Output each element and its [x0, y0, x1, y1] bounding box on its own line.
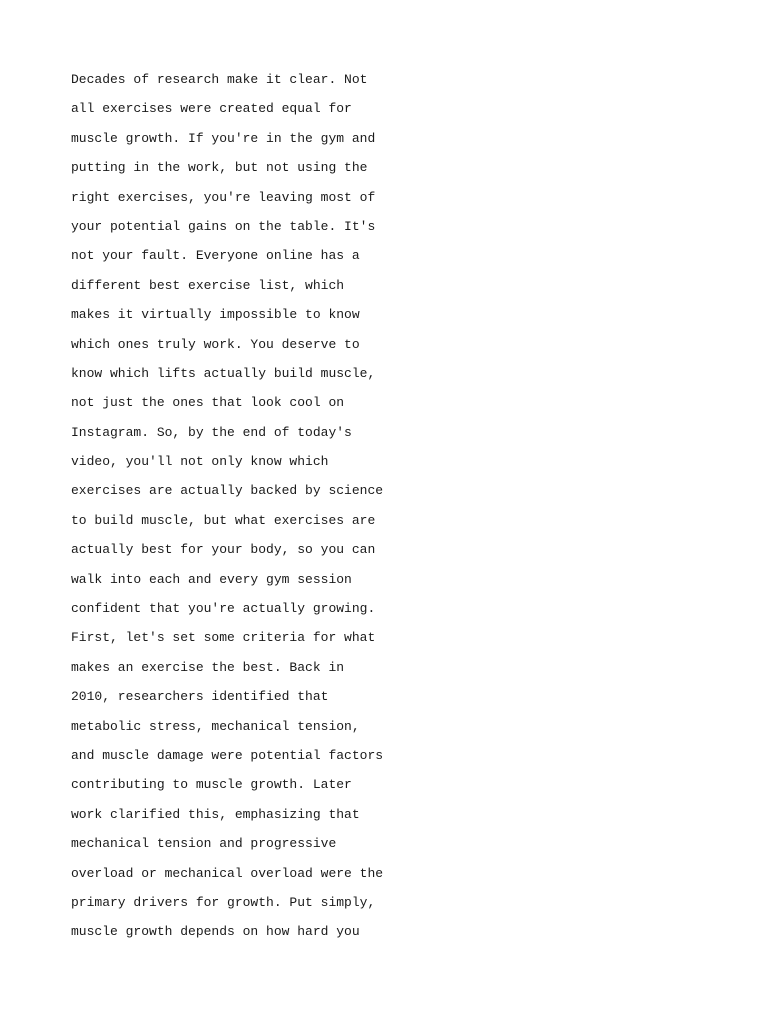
- text-line: and muscle damage were potential factors: [71, 747, 384, 763]
- text-line: actually best for your body, so you can: [71, 542, 376, 558]
- text-line: metabolic stress, mechanical tension,: [71, 718, 360, 734]
- text-line: not just the ones that look cool on: [71, 395, 345, 411]
- text-line: exercises are actually backed by science: [71, 483, 384, 499]
- text-line: all exercises were created equal for: [71, 101, 352, 117]
- text-line: makes it virtually impossible to know: [71, 307, 360, 323]
- transcript-text: [71, 65, 401, 947]
- text-line: confident that you're actually growing.: [71, 601, 376, 617]
- text-line: your potential gains on the table. It's: [71, 218, 376, 234]
- text-line: First, let's set some criteria for what: [71, 630, 376, 646]
- text-line: primary drivers for growth. Put simply,: [71, 894, 376, 910]
- text-line: walk into each and every gym session: [71, 571, 352, 587]
- text-line: work clarified this, emphasizing that: [71, 806, 360, 822]
- text-line: right exercises, you're leaving most of: [71, 189, 376, 205]
- text-line: to build muscle, but what exercises are: [71, 512, 376, 528]
- text-line: muscle growth depends on how hard you: [71, 924, 360, 940]
- text-line: which ones truly work. You deserve to: [71, 336, 360, 352]
- text-line: 2010, researchers identified that: [71, 689, 329, 705]
- text-line: Instagram. So, by the end of today's: [71, 424, 352, 440]
- text-line: not your fault. Everyone online has a: [71, 248, 360, 264]
- text-line: makes an exercise the best. Back in: [71, 659, 345, 675]
- text-line: different best exercise list, which: [71, 277, 345, 293]
- text-line: know which lifts actually build muscle,: [71, 365, 376, 381]
- text-line: Decades of research make it clear. Not: [71, 72, 368, 87]
- text-line: overload or mechanical overload were the: [71, 865, 384, 881]
- text-line: contributing to muscle growth. Later: [71, 777, 352, 793]
- text-line: mechanical tension and progressive: [71, 836, 337, 852]
- text-line: putting in the work, but not using the: [71, 160, 368, 176]
- text-line: muscle growth. If you're in the gym and: [71, 130, 376, 146]
- text-line: video, you'll not only know which: [71, 454, 329, 470]
